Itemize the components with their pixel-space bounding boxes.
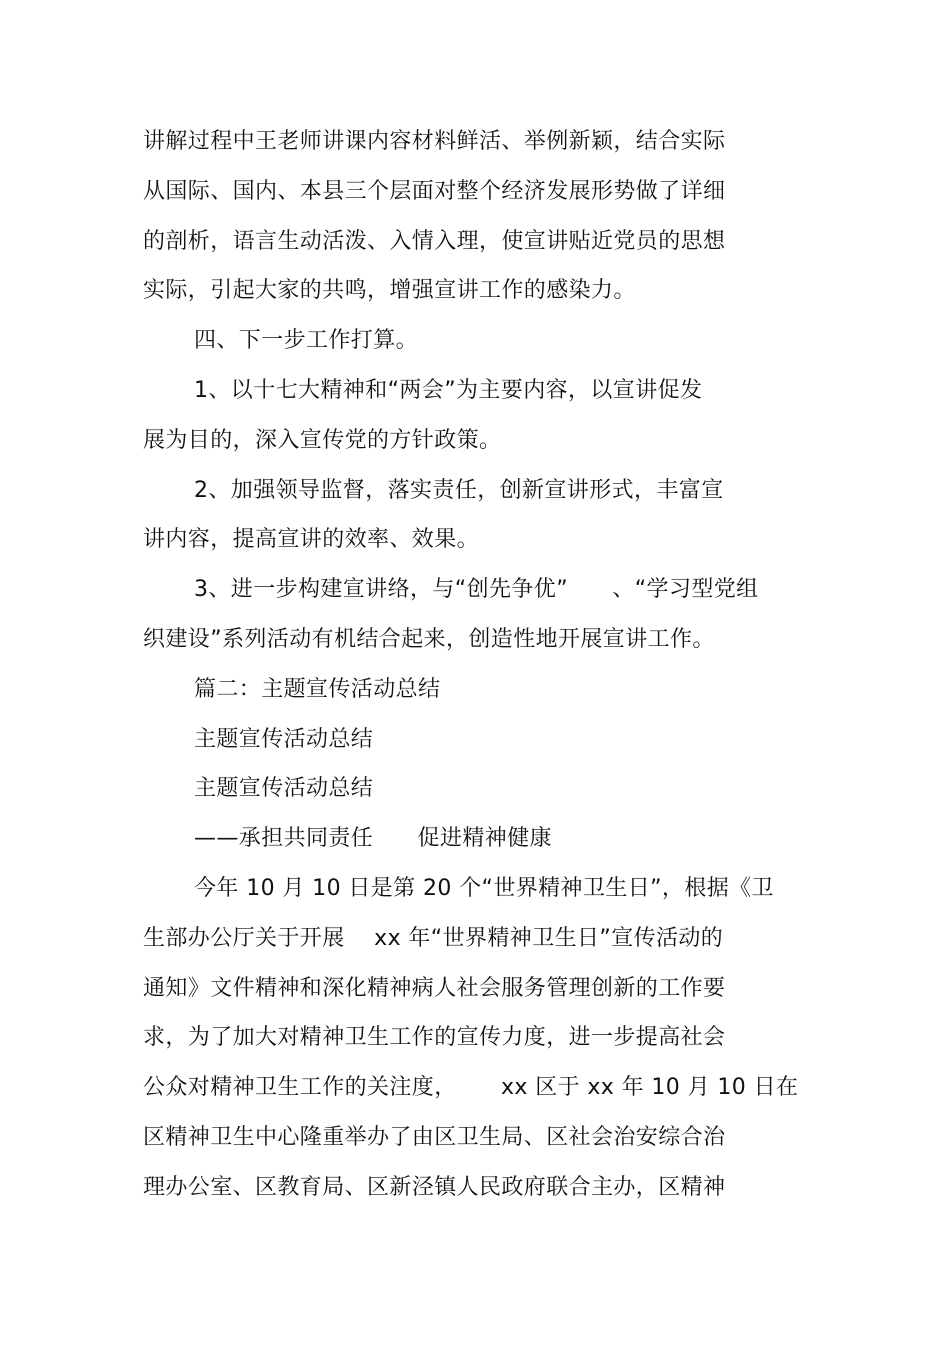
paragraph-line: 公众对精神卫生工作的关注度， xx 区于 xx 年 10 月 10 日在 bbox=[143, 1075, 799, 1100]
paragraph-line: 展为目的，深入宣传党的方针政策。 bbox=[143, 428, 502, 453]
doc-title: 主题宣传活动总结 bbox=[194, 727, 374, 752]
chapter-heading: 篇二：主题宣传活动总结 bbox=[194, 677, 441, 702]
paragraph-line: 区精神卫生中心隆重举办了由区卫生局、区社会治安综合治 bbox=[143, 1125, 726, 1150]
section-heading: 四、下一步工作打算。 bbox=[194, 328, 419, 353]
paragraph-line: 3、进一步构建宣讲络，与“创先争优” 、“学习型党组 bbox=[194, 577, 759, 602]
paragraph-line: 织建设”系列活动有机结合起来，创造性地开展宣讲工作。 bbox=[143, 627, 715, 652]
paragraph-line: 2、加强领导监督，落实责任，创新宣讲形式，丰富宣 bbox=[194, 478, 724, 503]
paragraph-line: 讲内容，提高宣讲的效率、效果。 bbox=[143, 527, 480, 552]
paragraph-line: 通知》文件精神和深化精神病人社会服务管理创新的工作要 bbox=[143, 976, 726, 1001]
paragraph-line: 从国际、国内、本县三个层面对整个经济发展形势做了详细 bbox=[143, 179, 726, 204]
paragraph-line: 1、以十七大精神和“两会”为主要内容，以宣讲促发 bbox=[194, 378, 703, 403]
paragraph-line: 理办公室、区教育局、区新泾镇人民政府联合主办，区精神 bbox=[143, 1175, 726, 1200]
doc-subtitle: ——承担共同责任 促进精神健康 bbox=[194, 826, 552, 851]
paragraph-line: 实际，引起大家的共鸣，增强宣讲工作的感染力。 bbox=[143, 278, 636, 303]
paragraph-line: 生部办公厅关于开展 xx 年“世界精神卫生日”宣传活动的 bbox=[143, 926, 724, 951]
paragraph-line: 讲解过程中王老师讲课内容材料鲜活、举例新颖，结合实际 bbox=[143, 129, 726, 154]
doc-title: 主题宣传活动总结 bbox=[194, 776, 374, 801]
paragraph-line: 的剖析，语言生动活泼、入情入理，使宣讲贴近党员的思想 bbox=[143, 229, 726, 254]
paragraph-line: 求，为了加大对精神卫生工作的宣传力度，进一步提高社会 bbox=[143, 1025, 726, 1050]
paragraph-line: 今年 10 月 10 日是第 20 个“世界精神卫生日”，根据《卫 bbox=[194, 876, 774, 901]
